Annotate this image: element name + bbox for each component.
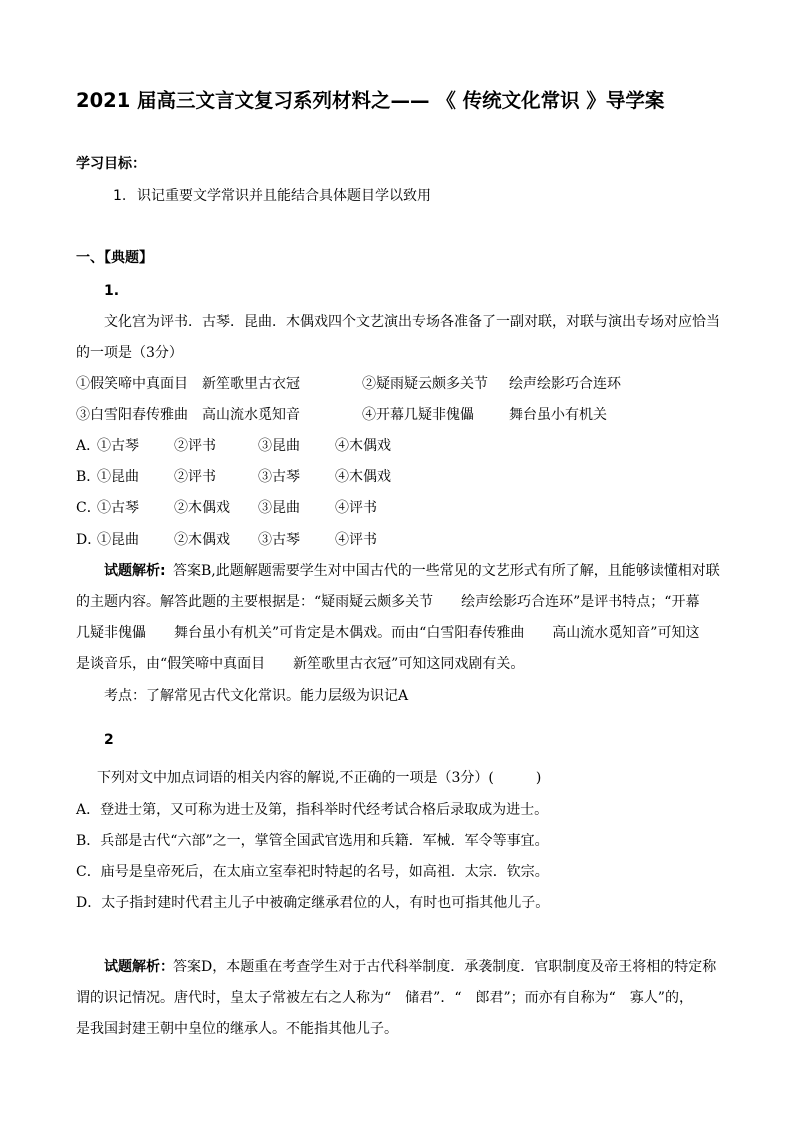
couplet-4-lower: 舞台虽小有机关 — [509, 407, 607, 423]
option-a-item-3: ③昆曲 — [258, 438, 300, 454]
couplet-4-upper: ④开幕几疑非傀儡 — [362, 407, 474, 423]
option-a-item-1: ①古琴 — [97, 438, 139, 454]
question-1-stem-line-2: 的一项是（3分） — [76, 345, 183, 361]
option-d-item-3: ③古琴 — [258, 532, 300, 548]
couplet-1-upper: ①假笑啼中真面目 — [76, 376, 188, 392]
question-1-number: 1. — [104, 283, 120, 299]
option-a-item-2: ②评书 — [174, 438, 216, 454]
option-c-letter: C． — [76, 500, 101, 516]
question-2-option-c: C．庙号是皇帝死后，在太庙立室奉祀时特起的名号，如高祖．太宗．钦宗。 — [76, 864, 549, 880]
couplet-2-upper: ②疑雨疑云颇多关节 — [362, 376, 488, 392]
option-b-item-4: ④木偶戏 — [335, 469, 391, 485]
option-c-item-3: ③昆曲 — [258, 500, 300, 516]
objective-number: 1. — [113, 188, 127, 204]
option-a-letter: A． — [76, 438, 101, 454]
option-b-item-1: ①昆曲 — [97, 469, 139, 485]
question-2-option-a: A．登进士第，又可称为进士及第，指科举时代经考试合格后录取成为进士。 — [76, 802, 549, 818]
option-c-item-1: ①古琴 — [97, 500, 139, 516]
option-d-letter: D． — [76, 532, 102, 548]
question-1-stem-line-1: 文化宫为评书．古琴．昆曲．木偶戏四个文艺演出专场各准备了一副对联，对联与演出专场对应恰当 — [104, 314, 720, 330]
analysis-2-line-2: 谓的识记情况。唐代时，皇太子常被左右之人称为“ 储君”．“ 郎君”；而亦有自称为“ 寡人”的， — [76, 990, 693, 1006]
objective-text: 识记重要文学常识并且能结合具体题目学以致用 — [137, 188, 431, 204]
objectives-label: 学习目标： — [76, 156, 146, 172]
couplet-3-upper: ③白雪阳春传雅曲 — [76, 407, 188, 423]
page-title: 2021 届高三文言文复习系列材料之—— 《 传统文化常识 》导学案 — [76, 89, 665, 112]
analysis-1-line-4: 是谈音乐，由“假笑啼中真面目 新笙歌里古衣冠”可知这同戏剧有关。 — [76, 656, 525, 672]
option-b-item-3: ③古琴 — [258, 469, 300, 485]
analysis-1-line-1: 答案B,此题解题需要学生对中国古代的一些常见的文艺形式有所了解，且能够读懂相对联 — [173, 563, 720, 579]
analysis-1-line-2: 的主题内容。解答此题的主要根据是：“疑雨疑云颇多关节 绘声绘影巧合连环”是评书特点；“开幕 — [76, 594, 700, 610]
question-2-option-b: B．兵部是古代“六部”之一，掌管全国武官选用和兵籍．军械．军令等事宜。 — [76, 833, 549, 849]
analysis-2-label: 试题解析： — [104, 959, 174, 975]
section-heading: 一、【典题】 — [76, 250, 153, 266]
analysis-1-line-3: 几疑非傀儡 舞台虽小有机关”可肯定是木偶戏。而由“白雪阳春传雅曲 高山流水觅知音”可知这 — [76, 625, 700, 641]
question-2-option-d: D．太子指封建时代君主儿子中被确定继承君位的人，有时也可指其他儿子。 — [76, 895, 550, 911]
option-b-item-2: ②评书 — [174, 469, 216, 485]
couplet-1-lower: 新笙歌里古衣冠 — [202, 376, 300, 392]
option-a-item-4: ④木偶戏 — [335, 438, 391, 454]
option-d-item-4: ④评书 — [335, 532, 377, 548]
option-c-item-2: ②木偶戏 — [174, 500, 230, 516]
option-b-letter: B． — [76, 469, 101, 485]
analysis-2-line-1: 答案D，本题重在考查学生对于古代科举制度．承袭制度．官职制度及帝王将相的特定称 — [173, 959, 717, 975]
kaodian-note: 考点：了解常见古代文化常识。能力层级为识记A — [104, 688, 409, 704]
couplet-3-lower: 高山流水觅知音 — [202, 407, 300, 423]
question-2-number: 2 — [104, 732, 114, 748]
option-d-item-1: ①昆曲 — [97, 532, 139, 548]
question-2-stem: 下列对文中加点词语的相关内容的解说,不正确的一项是（3分）( ) — [97, 770, 542, 786]
option-c-item-4: ④评书 — [335, 500, 377, 516]
couplet-2-lower: 绘声绘影巧合连环 — [509, 376, 621, 392]
analysis-2-line-3: 是我国封建王朝中皇位的继承人。不能指其他儿子。 — [76, 1021, 398, 1037]
analysis-1-label: 试题解析: — [104, 563, 166, 579]
option-d-item-2: ②木偶戏 — [174, 532, 230, 548]
